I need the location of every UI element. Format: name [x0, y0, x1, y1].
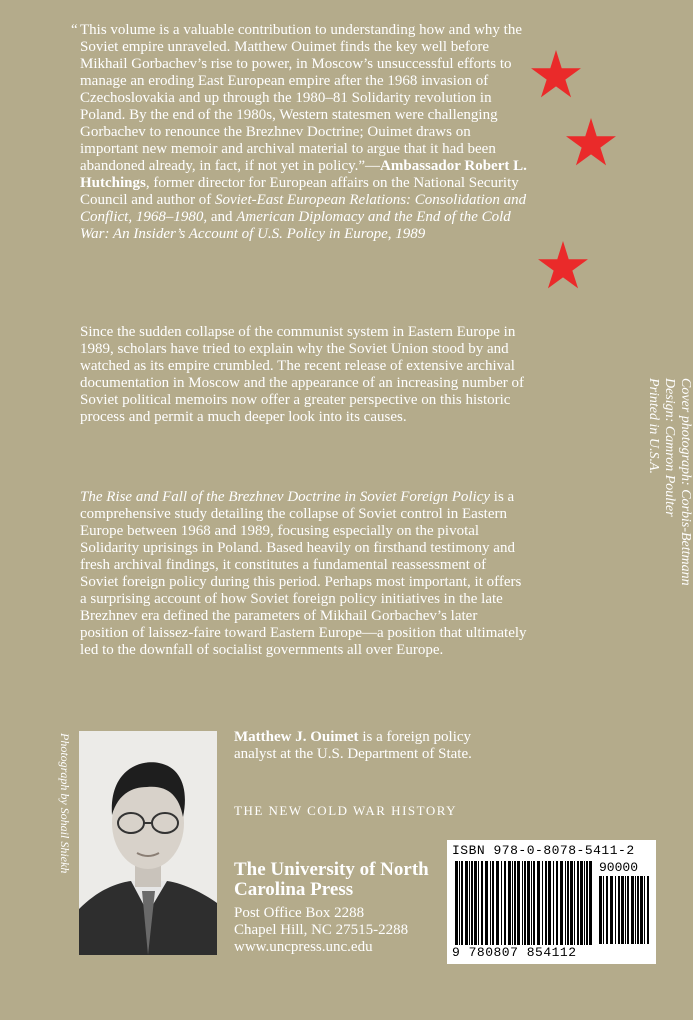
quote-attribution-role: , former director for European affairs on the National Security Council and author of	[80, 175, 519, 208]
red-star-icon	[565, 118, 617, 170]
cover-credits	[645, 378, 693, 818]
printed-credit: Printed in U.S.A.	[646, 378, 661, 475]
book-title-2: American Diplomacy and the End of the Cold War: An Insider’s Account of U.S. Policy in Europe, 1989	[80, 209, 511, 242]
price-barcode-bars	[599, 876, 651, 960]
ean-barcode-bars	[455, 861, 595, 945]
cover-photo-credit: Cover photograph: Corbis-Bettmann	[678, 378, 693, 586]
author-name: Matthew J. Ouimet	[234, 729, 359, 745]
red-star-icon	[530, 50, 582, 102]
red-star-icon	[537, 241, 589, 293]
summary-text: is a comprehensive study detailing the collapse of Soviet control in Eastern Europe between 1968 and 1989, focusing especially on the pivotal Solidarity uprisings in Poland. Based heavily on firsthand testimony and fresh archival findings, it constitutes a fundamental reassessment of Soviet foreign policy during this period. Perhaps most important, it offers a surprising account of how Soviet foreign policy initiatives in the late Brezhnev era defined the parameters of Mikhail Gorbachev’s later position of laissez-faire toward Eastern Europe—a position that ultimately led to the downfall of socialist governments all over Europe.	[80, 489, 527, 658]
author-photo-credit: Photograph by Sohail Shiekh	[58, 733, 72, 874]
publisher-website: www.uncpress.unc.edu	[234, 939, 373, 955]
book-title: The Rise and Fall of the Brezhnev Doctrine in Soviet Foreign Policy	[80, 489, 491, 505]
book-title-1: Soviet-East European Relations: Consolidation and Conflict, 1968–1980	[80, 192, 527, 225]
author-portrait-image	[79, 731, 217, 955]
address-line: Chapel Hill, NC 27515-2288	[234, 922, 409, 938]
quote-conjunction: , and	[203, 209, 237, 225]
author-bio	[234, 729, 474, 763]
author-bio-text: is a foreign policy analyst at the U.S. Department of State.	[234, 729, 472, 762]
ean-number: 9 780807 854112	[452, 945, 577, 960]
isbn-barcode	[447, 840, 656, 964]
quote-text: This volume is a valuable contribution to understanding how and why the Soviet empire unraveled. Matthew Ouimet finds the key well before Mikhail Gorbachev’s rise to power, in Moscow’s unsuccessful efforts to manage an eroding East European empire after the 1968 invasion of Czechoslovakia and up through the 1980–81 Solidarity revolution in Poland. By the end of the 1980s, Western statesmen were challenging Gorbachev to renounce the Brezhnev Doctrine; Ouimet draws on important new memoir and archival material to argue that it had been abandoned already, in fact, if not yet in policy.”—	[80, 22, 523, 174]
series-name: THE NEW COLD WAR HISTORY	[234, 803, 458, 818]
publisher-name: The University of North Carolina Press	[234, 859, 429, 900]
author-photo	[79, 731, 217, 955]
price-code: 90000	[599, 860, 639, 875]
endorsement-quote	[71, 22, 528, 243]
publisher-address	[234, 905, 408, 956]
address-line: Post Office Box 2288	[234, 905, 365, 921]
summary-paragraph	[80, 489, 528, 659]
quote-attribution-name: Ambassador Robert L. Hutchings	[80, 158, 527, 191]
description-paragraph	[80, 324, 528, 426]
description-text: Since the sudden collapse of the communist system in Eastern Europe in 1989, scholars have tried to explain why the Soviet Union stood by and watched as its empire crumbled. The recent release of extensive archival documentation in Moscow and the appearance of an increasing number of Soviet political memoirs now offer a greater perspective on this historic process and permit a much deeper look into its causes.	[80, 324, 525, 425]
isbn-number: ISBN 978-0-8078-5411-2	[452, 843, 635, 858]
open-quote-mark: “	[71, 22, 78, 38]
design-credit: Design: Camron Poulter	[662, 378, 677, 517]
